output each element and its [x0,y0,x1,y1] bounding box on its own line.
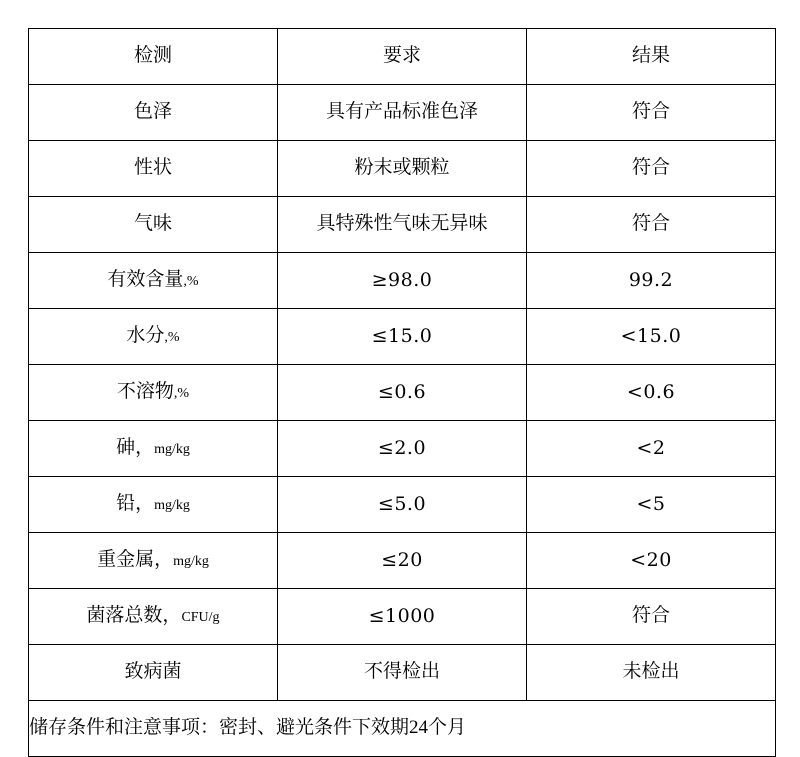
table-row [29,141,776,197]
cell-item [29,253,278,309]
cell-requirement: ≤5.0 [278,477,527,533]
cell-requirement: ≤1000 [278,589,527,645]
storage-note: 储存条件和注意事项：密封、避光条件下效期24个月 [29,717,467,739]
cell-result: <2 [527,421,776,477]
cell-item [29,589,278,645]
table-row [29,85,776,141]
table-row [29,197,776,253]
cell-requirement: 具有产品标准色泽 [278,85,527,141]
item-label: 水分 [126,325,165,347]
item-unit: mg/kg [154,442,190,458]
item-unit: ,% [173,386,190,402]
table-row [29,589,776,645]
item-label: 不溶物 [116,381,174,403]
cell-requirement: 粉末或颗粒 [278,141,527,197]
cell-item [29,85,278,141]
cell-item [29,365,278,421]
table-row [29,309,776,365]
cell-item [29,141,278,197]
cell-requirement: 不得检出 [278,645,527,701]
item-unit: mg/kg [154,498,190,514]
item-label: 砷， [116,437,155,459]
cell-result: 99.2 [527,253,776,309]
item-label: 有效含量 [107,269,184,291]
cell-result: 符合 [527,85,776,141]
cell-item [29,477,278,533]
column-header-result: 结果 [527,29,776,85]
cell-result: <0.6 [527,365,776,421]
item-label: 致病菌 [124,661,182,683]
item-label: 铅， [116,493,155,515]
cell-item [29,533,278,589]
table-footer-row [29,701,776,757]
table-row [29,365,776,421]
cell-requirement: 具特殊性气味无异味 [278,197,527,253]
cell-requirement: ≤20 [278,533,527,589]
cell-result: 符合 [527,197,776,253]
table-header-row [29,29,776,85]
item-label: 菌落总数， [86,605,182,627]
item-unit: ,% [183,274,199,290]
cell-requirement: ≥98.0 [278,253,527,309]
item-label: 色泽 [133,101,172,123]
specification-table [28,28,776,757]
item-unit: ,% [164,330,180,346]
cell-footer-note [29,701,776,757]
cell-result: <5 [527,477,776,533]
table-row [29,533,776,589]
item-unit: mg/kg [173,554,209,570]
item-label: 重金属， [97,549,174,571]
table-row [29,477,776,533]
item-label: 性状 [133,157,172,179]
item-label: 气味 [133,213,172,235]
cell-requirement: ≤0.6 [278,365,527,421]
table-row [29,421,776,477]
column-header-requirement: 要求 [278,29,527,85]
cell-result: 符合 [527,141,776,197]
cell-item [29,309,278,365]
cell-requirement: ≤15.0 [278,309,527,365]
cell-result: <15.0 [527,309,776,365]
table-row [29,645,776,701]
item-unit: CFU/g [181,610,220,626]
table-row [29,253,776,309]
column-header-item: 检测 [29,29,278,85]
cell-result: 符合 [527,589,776,645]
cell-result: <20 [527,533,776,589]
cell-item [29,421,278,477]
cell-item [29,645,278,701]
cell-requirement: ≤2.0 [278,421,527,477]
cell-result: 未检出 [527,645,776,701]
cell-item [29,197,278,253]
